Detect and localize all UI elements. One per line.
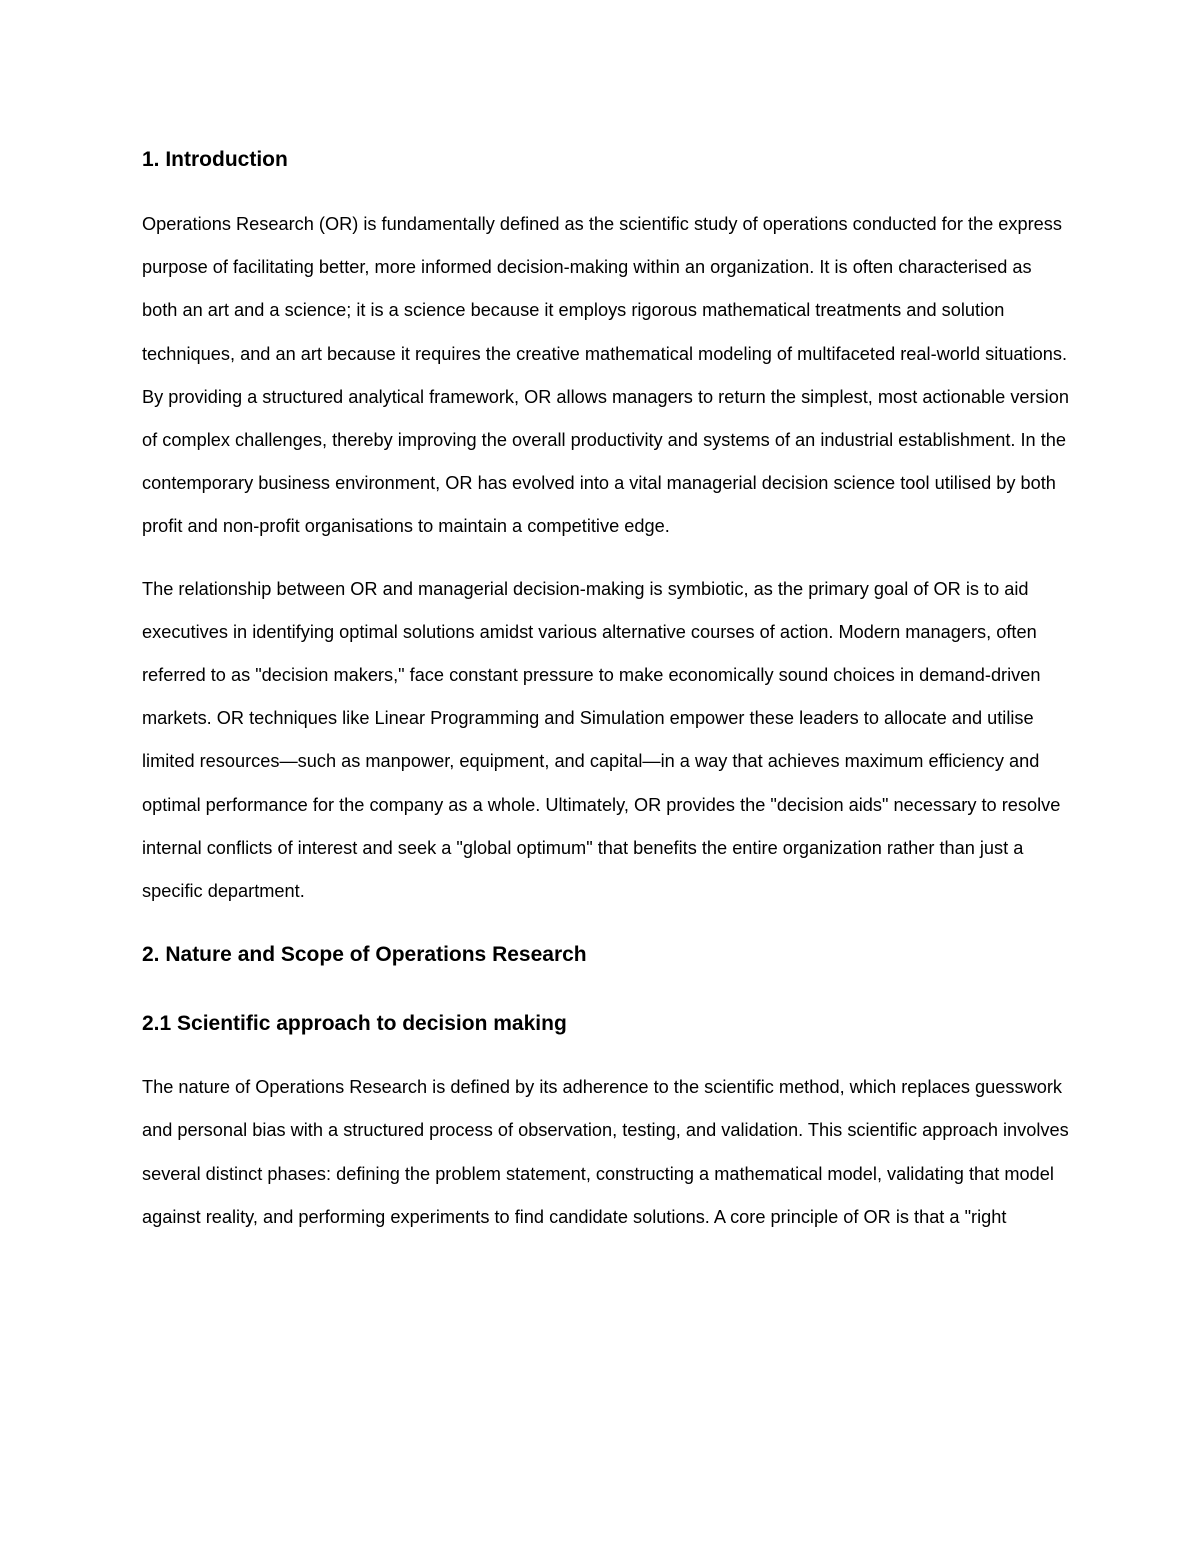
paragraph: Operations Research (OR) is fundamentally defined as the scientific study of operations conducted for the express purpose of facilitating better, more informed decision-making within an organization. It is often characterised as both an art and a science; it is a science because it employs rigorous mathematical treatments and solution techniques, and an art because it requires the creative mathematical modeling of multifaceted real-world situations. By providing a structured analytical framework, OR allows managers to return the simplest, most actionable version of complex challenges, thereby improving the overall productivity and systems of an industrial establishment. In the contemporary business environment, OR has evolved into a vital managerial decision science tool utilised by both profit and non-profit organisations to maintain a competitive edge. [142,214,1069,537]
paragraph: The nature of Operations Research is defined by its adherence to the scientific method, which replaces guesswork and personal bias with a structured process of observation, testing, and validation. This scientific approach involves several distinct phases: defining the problem statement, constructing a mathematical model, validating that model against reality, and performing experiments to find candidate solutions. A core principle of OR is that a "right [142,1077,1069,1227]
paragraph: The relationship between OR and managerial decision-making is symbiotic, as the primary goal of OR is to aid executives in identifying optimal solutions amidst various alternative courses of action. Modern managers, often referred to as "decision makers," face constant pressure to make economically sound choices in demand-driven markets. OR techniques like Linear Programming and Simulation empower these leaders to allocate and utilise limited resources—such as manpower, equipment, and capital—in a way that achieves maximum efficiency and optimal performance for the company as a whole. Ultimately, OR provides the "decision aids" necessary to resolve internal conflicts of interest and seek a "global optimum" that benefits the entire organization rather than just a specific department. [142,578,1061,902]
section-heading-introduction: 1. Introduction [142,148,288,171]
subsection-heading-scientific-approach: 2.1 Scientific approach to decision making [142,1012,567,1036]
section-heading-nature-scope: 2. Nature and Scope of Operations Research [142,943,587,967]
document-page [142,138,1072,1258]
